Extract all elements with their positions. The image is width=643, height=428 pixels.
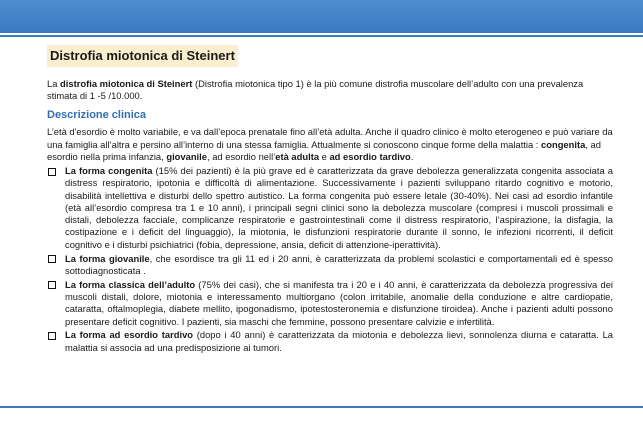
intro-text-1: La <box>47 78 61 89</box>
section-title: Descrizione clinica <box>47 109 147 121</box>
forms-list <box>47 165 613 355</box>
checkbox-bullet-icon <box>48 281 56 289</box>
form-name-giovanile: giovanile <box>166 151 207 163</box>
form-name-tardivo: ad esordio tardivo <box>329 151 411 163</box>
checkbox-bullet-icon <box>48 255 56 263</box>
list-item-title: La forma ad esordio tardivo <box>65 329 194 341</box>
general-text-4: e <box>319 151 330 163</box>
list-item <box>47 279 613 328</box>
list-item <box>47 165 613 251</box>
page-title: Distrofia miotonica di Steinert <box>50 48 235 63</box>
header-divider <box>0 35 643 37</box>
list-item-text: (75% dei casi), che si manifesta tra i 20 e i 40 anni, è caratterizzata da debolezza progressiva dei muscoli distali, dolore, miotonia e interessamento multiorgano (colon irritabile, anomalie della conduzione e altre cardiopatie, cataratta, oftalmoplegia, diabete mellito, ipogonadismo, ipotestosteronemia e disfunzione tiroidea). Anche i pazienti adulti possono presentare deficit cognitivo. I pazienti, sia maschi che femmine, possono presentare calvizie e infertilità. <box>65 278 613 327</box>
checkbox-bullet-icon <box>48 332 56 340</box>
list-item-text: (15% dei pazienti) è la più grave ed è caratterizzata da grave debolezza generalizzata congenita associata a distress respiratorio, ipotonia e difficoltà di alimentazione. Successivamente i pazienti sviluppano ritardo cognitivo e motorio, disabilità intellettiva e disturbi dello spettro autistico. La forma congenita può essere letale (30-40%). Nei casi ad esordio infantile (età all’esordio compresa tra 1 e 10 anni), i principali segni clinici sono la debolezza muscolare (compresi i muscoli prossimali e distali, debolezza facciale, complicanze respiratorie e gastrointestinali come il distress respiratorio, l’aspirazione, la disfagia, la costipazione e i deficit del linguaggio), la miotonia, le disfunzioni respiratorie durante il sonno, le infezioni ricorrenti, il deficit cognitivo e i disturbi psichiatrici (fobia, depressione, ansia, deficit di attenzione-iperattività). <box>65 165 613 250</box>
form-name-congenita: congenita <box>541 138 586 150</box>
form-name-adulta: età adulta <box>275 151 320 163</box>
general-text-3: , ad esordio nell’ <box>206 151 276 163</box>
general-description <box>47 126 613 164</box>
list-item-title: La forma congenita <box>65 165 153 176</box>
list-item <box>47 329 613 354</box>
intro-text-2: (Distrofia miotonica tipo 1) è la più comune distrofia muscolare dell’adulto con una prevalenza stimata di 1 -5 /10.000. <box>47 78 584 101</box>
list-item-text: (dopo i 40 anni) è caratterizzata da miotonia e debolezza lievi, sonnolenza diurna e cataratta. La malattia si associa ad una predisposizione ai tumori. <box>65 329 614 353</box>
footer-divider <box>0 406 643 408</box>
intro-disease-name: distrofia miotonica di Steinert <box>60 78 193 89</box>
list-item-title: La forma classica dell’adulto <box>65 278 196 290</box>
checkbox-bullet-icon <box>48 168 56 176</box>
general-text-5: . <box>410 151 414 163</box>
list-item-text: , che esordisce tra gli 11 ed i 20 anni, è caratterizzata da problemi scolastici e comportamentali ed è spesso sottodiagnosticata . <box>65 252 613 276</box>
list-item <box>47 253 613 278</box>
list-item-title: La forma giovanile <box>65 252 150 264</box>
general-text-2: , ad esordio nella prima infanzia, <box>47 138 601 163</box>
header-banner <box>0 0 643 33</box>
intro-paragraph <box>47 78 607 102</box>
general-text-1: L’età d'esordio è molto variabile, e va dall’epoca prenatale fino all’età adulta. Anche il quadro clinico è molto eterogeneo e può variare da una famiglia all’altra e persino all’interno di una stessa famiglia. Attualmente si conoscono cinque forme della malattia : <box>47 126 613 150</box>
